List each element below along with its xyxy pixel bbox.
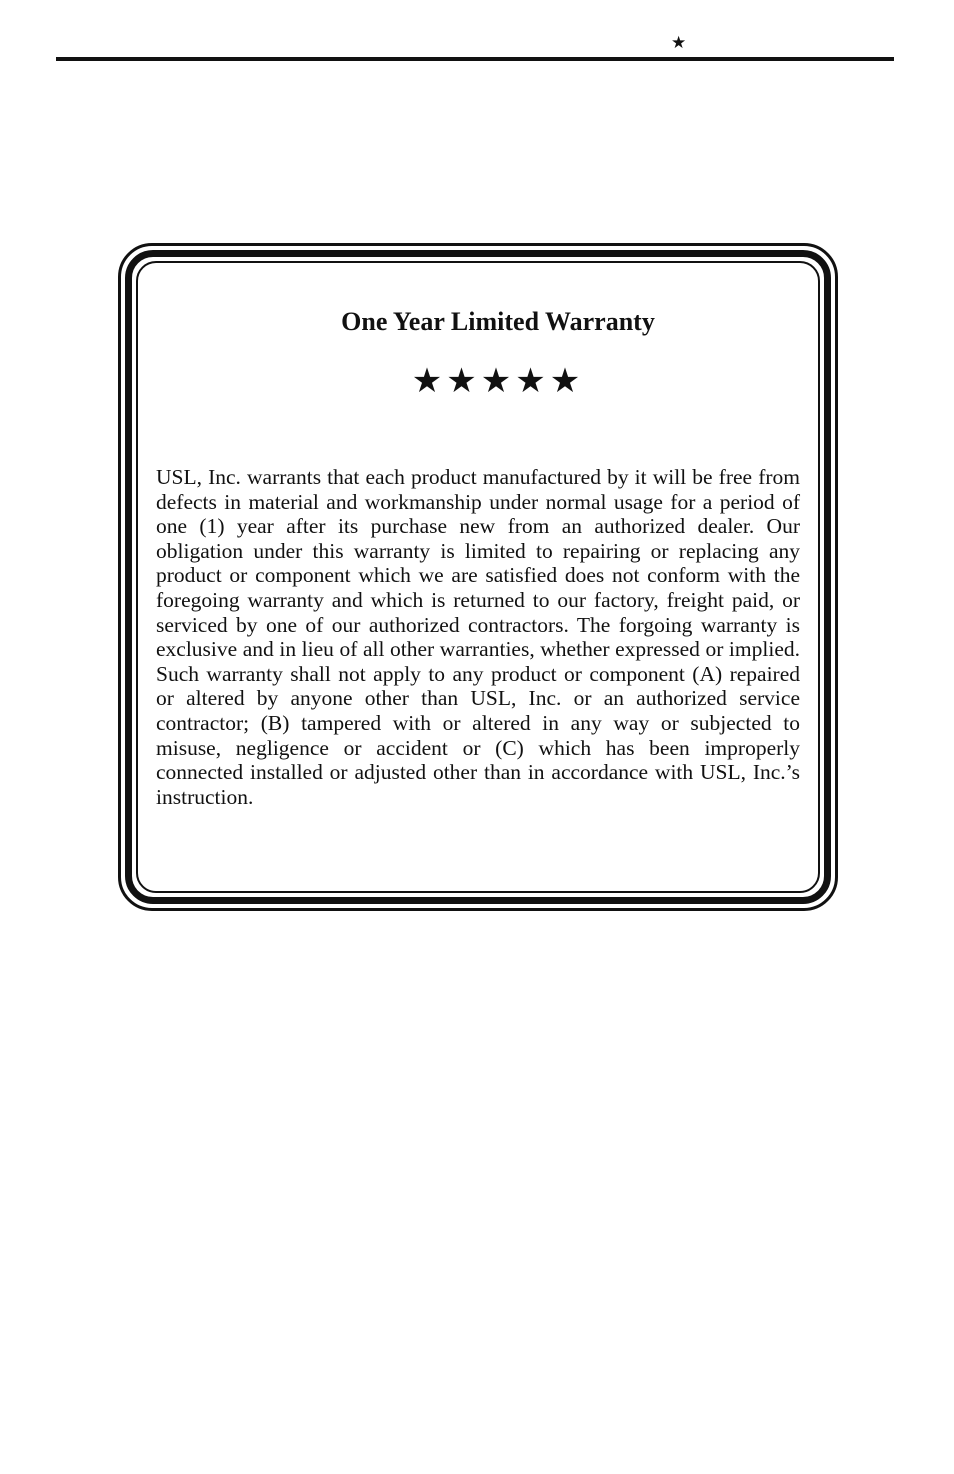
header-rule [56, 57, 894, 61]
warranty-body-text: USL, Inc. warrants that each product manufactured by it will be free from defects in material and workmanship under normal usage for a period of one (1) year after its purchase new from an authorized dealer. Our obligation under this warranty is limited to repairing or replacing any product or component which we are satisfied does not conform with the foregoing warranty and which is returned to our factory, freight paid, or serviced by one of our authorized contractors. The forgoing warranty is exclusive and in lieu of all other warranties, whether expressed or implied. Such warranty shall not apply to any product or component (A) repaired or altered by anyone other than USL, Inc. or an authorized service contractor; (B) tampered with or altered in any way or subjected to misuse, negligence or accident or (C) which has been improperly connected installed or adjusted other than in accordance with USL, Inc.’s instruction. [156, 465, 800, 809]
warranty-panel [136, 261, 820, 893]
rating-stars-icon: ★★★★★ [411, 361, 585, 401]
warranty-title: One Year Limited Warranty [341, 307, 655, 336]
header-star-icon: ★ [671, 33, 687, 52]
warranty-frame-band [125, 250, 831, 904]
warranty-frame [118, 243, 838, 911]
